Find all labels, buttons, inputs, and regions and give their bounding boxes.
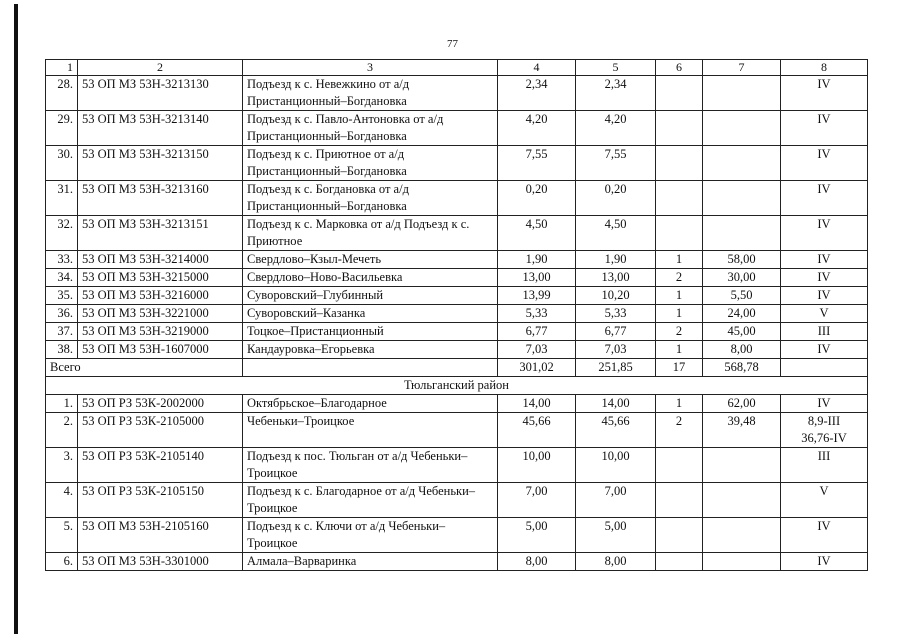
road-name: Подъезд к пос. Тюльган от а/д Чебеньки–Троицкое xyxy=(243,448,498,483)
value-col4: 4,50 xyxy=(498,216,576,251)
road-name: Подъезд к с. Марковка от а/д Подъезд к с. Приютное xyxy=(243,216,498,251)
road-code: 53 ОП МЗ 53Н-3221000 xyxy=(78,305,243,323)
value-col7 xyxy=(703,76,781,111)
road-code: 53 ОП РЗ 53К-2105000 xyxy=(78,413,243,448)
table-row xyxy=(46,181,868,216)
value-col6: 1 xyxy=(656,305,703,323)
road-code: 53 ОП МЗ 53Н-3214000 xyxy=(78,251,243,269)
value-col4: 7,55 xyxy=(498,146,576,181)
road-category xyxy=(781,413,868,448)
row-number: 34. xyxy=(46,269,78,287)
row-number: 6. xyxy=(46,553,78,571)
table-row xyxy=(46,323,868,341)
road-name: Подъезд к с. Ключи от а/д Чебеньки–Троицкое xyxy=(243,518,498,553)
table-row xyxy=(46,251,868,269)
column-header: 2 xyxy=(78,60,243,76)
road-name: Тоцкое–Пристанционный xyxy=(243,323,498,341)
value-col6: 1 xyxy=(656,341,703,359)
row-number: 30. xyxy=(46,146,78,181)
value-col5: 8,00 xyxy=(576,553,656,571)
value-col7 xyxy=(703,483,781,518)
value-col6 xyxy=(656,553,703,571)
value-col4: 13,00 xyxy=(498,269,576,287)
value-col5: 10,20 xyxy=(576,287,656,305)
total-row xyxy=(46,359,868,377)
value-col6 xyxy=(656,76,703,111)
road-name: Подъезд к с. Павло-Антоновка от а/д Пристанционный–Богдановка xyxy=(243,111,498,146)
value-col4: 5,33 xyxy=(498,305,576,323)
value-col5: 14,00 xyxy=(576,395,656,413)
road-code: 53 ОП РЗ 53К-2105140 xyxy=(78,448,243,483)
value-col4: 4,20 xyxy=(498,111,576,146)
value-col6 xyxy=(656,483,703,518)
road-category: IV xyxy=(781,146,868,181)
table-row xyxy=(46,305,868,323)
road-category: IV xyxy=(781,553,868,571)
value-col4: 45,66 xyxy=(498,413,576,448)
region-row xyxy=(46,377,868,395)
road-category: IV xyxy=(781,111,868,146)
value-col6: 1 xyxy=(656,251,703,269)
road-category: III xyxy=(781,323,868,341)
road-code: 53 ОП МЗ 53Н-3216000 xyxy=(78,287,243,305)
table-row xyxy=(46,413,868,448)
table-row xyxy=(46,76,868,111)
road-code: 53 ОП МЗ 53Н-3213151 xyxy=(78,216,243,251)
table-row xyxy=(46,448,868,483)
road-code: 53 ОП МЗ 53Н-3213150 xyxy=(78,146,243,181)
road-category: V xyxy=(781,305,868,323)
road-name: Свердлово–Ново-Васильевка xyxy=(243,269,498,287)
value-col6 xyxy=(656,518,703,553)
region-title: Тюльганский район xyxy=(46,377,868,395)
value-col6 xyxy=(656,146,703,181)
value-col7 xyxy=(703,448,781,483)
row-number: 28. xyxy=(46,76,78,111)
value-col7: 58,00 xyxy=(703,251,781,269)
road-name: Подъезд к с. Приютное от а/д Пристанционный–Богдановка xyxy=(243,146,498,181)
road-category: IV xyxy=(781,269,868,287)
row-number: 35. xyxy=(46,287,78,305)
value-col4: 1,90 xyxy=(498,251,576,269)
row-number: 4. xyxy=(46,483,78,518)
table-row xyxy=(46,216,868,251)
value-col6 xyxy=(656,448,703,483)
value-col6 xyxy=(656,111,703,146)
row-number: 3. xyxy=(46,448,78,483)
road-name: Подъезд к с. Невежкино от а/д Пристанционный–Богдановка xyxy=(243,76,498,111)
total-col4: 301,02 xyxy=(498,359,576,377)
column-header: 8 xyxy=(781,60,868,76)
road-code: 53 ОП МЗ 53Н-3213130 xyxy=(78,76,243,111)
value-col4: 13,99 xyxy=(498,287,576,305)
total-label: Всего xyxy=(46,359,243,377)
value-col6: 1 xyxy=(656,287,703,305)
road-category: IV xyxy=(781,287,868,305)
value-col5: 1,90 xyxy=(576,251,656,269)
road-category: IV xyxy=(781,251,868,269)
column-header: 3 xyxy=(243,60,498,76)
value-col7: 8,00 xyxy=(703,341,781,359)
road-name: Суворовский–Глубинный xyxy=(243,287,498,305)
row-number: 36. xyxy=(46,305,78,323)
value-col7: 45,00 xyxy=(703,323,781,341)
road-name: Чебеньки–Троицкое xyxy=(243,413,498,448)
value-col4: 7,03 xyxy=(498,341,576,359)
value-col4: 6,77 xyxy=(498,323,576,341)
roads-table xyxy=(45,59,868,571)
value-col5: 45,66 xyxy=(576,413,656,448)
value-col6 xyxy=(656,181,703,216)
road-code: 53 ОП РЗ 53К-2002000 xyxy=(78,395,243,413)
table-row xyxy=(46,518,868,553)
value-col7 xyxy=(703,111,781,146)
value-col5: 5,33 xyxy=(576,305,656,323)
total-empty xyxy=(243,359,498,377)
value-col7 xyxy=(703,181,781,216)
road-code: 53 ОП МЗ 53Н-3213160 xyxy=(78,181,243,216)
value-col7 xyxy=(703,146,781,181)
value-col7: 62,00 xyxy=(703,395,781,413)
row-number: 37. xyxy=(46,323,78,341)
road-name: Суворовский–Казанка xyxy=(243,305,498,323)
value-col5: 5,00 xyxy=(576,518,656,553)
value-col7 xyxy=(703,518,781,553)
road-category-line: 36,76-IV xyxy=(801,431,847,445)
column-header: 7 xyxy=(703,60,781,76)
road-name: Подъезд к с. Благодарное от а/д Чебеньки–Троицкое xyxy=(243,483,498,518)
column-header: 4 xyxy=(498,60,576,76)
value-col5: 7,00 xyxy=(576,483,656,518)
road-category-line: 8,9-III xyxy=(807,414,841,428)
row-number: 38. xyxy=(46,341,78,359)
road-name: Подъезд к с. Богдановка от а/д Пристанционный–Богдановка xyxy=(243,181,498,216)
value-col4: 2,34 xyxy=(498,76,576,111)
table-row xyxy=(46,287,868,305)
road-name: Октябрьское–Благодарное xyxy=(243,395,498,413)
total-col7: 568,78 xyxy=(703,359,781,377)
road-code: 53 ОП МЗ 53Н-3215000 xyxy=(78,269,243,287)
row-number: 1. xyxy=(46,395,78,413)
value-col7 xyxy=(703,553,781,571)
header-row xyxy=(46,60,868,76)
road-code: 53 ОП МЗ 53Н-3219000 xyxy=(78,323,243,341)
road-code: 53 ОП МЗ 53Н-3213140 xyxy=(78,111,243,146)
value-col7: 5,50 xyxy=(703,287,781,305)
value-col5: 4,50 xyxy=(576,216,656,251)
value-col4: 7,00 xyxy=(498,483,576,518)
road-category: III xyxy=(781,448,868,483)
value-col7: 39,48 xyxy=(703,413,781,448)
row-number: 5. xyxy=(46,518,78,553)
value-col6: 2 xyxy=(656,413,703,448)
value-col5: 13,00 xyxy=(576,269,656,287)
road-code: 53 ОП МЗ 53Н-1607000 xyxy=(78,341,243,359)
table-row xyxy=(46,111,868,146)
value-col4: 10,00 xyxy=(498,448,576,483)
value-col5: 0,20 xyxy=(576,181,656,216)
column-header: 5 xyxy=(576,60,656,76)
row-number: 31. xyxy=(46,181,78,216)
road-name: Свердлово–Кзыл-Мечеть xyxy=(243,251,498,269)
value-col7: 30,00 xyxy=(703,269,781,287)
road-category: V xyxy=(781,483,868,518)
value-col7: 24,00 xyxy=(703,305,781,323)
value-col6 xyxy=(656,216,703,251)
value-col5: 10,00 xyxy=(576,448,656,483)
road-category: IV xyxy=(781,216,868,251)
table-row xyxy=(46,483,868,518)
table-row xyxy=(46,146,868,181)
road-name: Кандауровка–Егорьевка xyxy=(243,341,498,359)
table-row xyxy=(46,553,868,571)
value-col5: 7,03 xyxy=(576,341,656,359)
road-name: Алмала–Варваринка xyxy=(243,553,498,571)
table-row xyxy=(46,341,868,359)
row-number: 29. xyxy=(46,111,78,146)
value-col4: 14,00 xyxy=(498,395,576,413)
road-category: IV xyxy=(781,341,868,359)
road-category: IV xyxy=(781,181,868,216)
total-col6: 17 xyxy=(656,359,703,377)
row-number: 2. xyxy=(46,413,78,448)
value-col5: 4,20 xyxy=(576,111,656,146)
scan-edge-bar xyxy=(14,4,18,634)
column-header: 1 xyxy=(46,60,78,76)
value-col4: 5,00 xyxy=(498,518,576,553)
value-col6: 2 xyxy=(656,269,703,287)
value-col4: 0,20 xyxy=(498,181,576,216)
road-category: IV xyxy=(781,518,868,553)
value-col6: 1 xyxy=(656,395,703,413)
column-header: 6 xyxy=(656,60,703,76)
value-col5: 2,34 xyxy=(576,76,656,111)
row-number: 33. xyxy=(46,251,78,269)
road-code: 53 ОП РЗ 53К-2105150 xyxy=(78,483,243,518)
road-category: IV xyxy=(781,76,868,111)
value-col7 xyxy=(703,216,781,251)
value-col5: 7,55 xyxy=(576,146,656,181)
value-col4: 8,00 xyxy=(498,553,576,571)
road-category: IV xyxy=(781,395,868,413)
total-empty xyxy=(781,359,868,377)
value-col6: 2 xyxy=(656,323,703,341)
value-col5: 6,77 xyxy=(576,323,656,341)
page-number: 77 xyxy=(447,38,458,50)
table-row xyxy=(46,269,868,287)
total-col5: 251,85 xyxy=(576,359,656,377)
road-code: 53 ОП МЗ 53Н-2105160 xyxy=(78,518,243,553)
row-number: 32. xyxy=(46,216,78,251)
table-row xyxy=(46,395,868,413)
road-code: 53 ОП МЗ 53Н-3301000 xyxy=(78,553,243,571)
